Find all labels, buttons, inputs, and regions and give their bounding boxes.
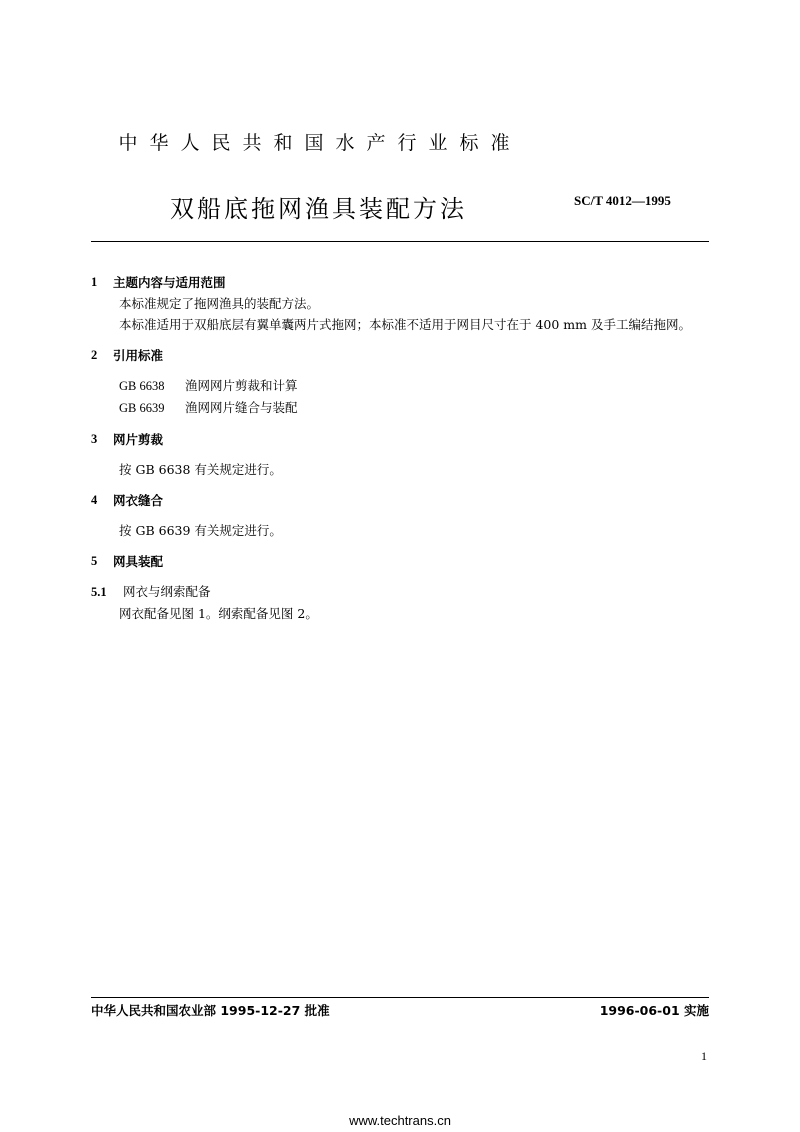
reference-item bbox=[91, 375, 709, 397]
section-4-paragraph: 按 GB 6639 有关规定进行。 bbox=[119, 523, 282, 538]
issuing-organization-header: 中华人民共和国水产行业标准 bbox=[118, 132, 522, 154]
section-3-paragraph: 按 GB 6638 有关规定进行。 bbox=[119, 462, 282, 477]
section-1-heading bbox=[91, 272, 709, 293]
section-number: 2 bbox=[91, 348, 98, 362]
header-divider bbox=[91, 241, 709, 242]
section-title: 引用标准 bbox=[113, 348, 164, 363]
document-title: 双船底拖网渔具装配方法 bbox=[170, 195, 467, 223]
section-number: 4 bbox=[91, 493, 98, 507]
reference-code: GB 6639 bbox=[119, 401, 165, 415]
document-body bbox=[91, 272, 709, 624]
section-1-paragraph-1: 本标准规定了拖网渔具的装配方法。 bbox=[119, 296, 320, 311]
section-title: 网具装配 bbox=[113, 554, 164, 569]
approval-line: 中华人民共和国农业部 1995-12-27 批准 bbox=[91, 1003, 330, 1018]
footer-divider bbox=[91, 997, 709, 998]
subsection-number: 5.1 bbox=[91, 585, 107, 599]
subsection-5-1-paragraph: 网衣配备见图 1。纲索配备见图 2。 bbox=[119, 606, 318, 621]
section-number: 1 bbox=[91, 275, 98, 289]
section-4-heading bbox=[91, 490, 709, 511]
effective-date-line: 1996-06-01 实施 bbox=[599, 1003, 709, 1018]
section-5-heading bbox=[91, 551, 709, 572]
section-1-paragraph-2: 本标准适用于双船底层有翼单囊两片式拖网；本标准不适用于网目尺寸在于 400 mm 及手工编结拖网。 bbox=[119, 317, 691, 332]
section-title: 网片剪裁 bbox=[113, 432, 164, 447]
standard-code: SC/T 4012—1995 bbox=[574, 193, 671, 208]
subsection-title: 网衣与纲索配备 bbox=[123, 584, 211, 599]
website-watermark: www.techtrans.cn bbox=[349, 1113, 451, 1128]
reference-code: GB 6638 bbox=[119, 379, 165, 393]
section-title: 网衣缝合 bbox=[113, 493, 164, 508]
section-2-heading bbox=[91, 345, 709, 366]
page-number: 1 bbox=[701, 1049, 707, 1063]
reference-item bbox=[91, 397, 709, 419]
section-number: 3 bbox=[91, 432, 98, 446]
section-number: 5 bbox=[91, 554, 98, 568]
section-3-heading bbox=[91, 429, 709, 450]
subsection-5-1-heading bbox=[91, 581, 709, 603]
section-title: 主题内容与适用范围 bbox=[113, 275, 226, 290]
reference-title: 渔网网片剪裁和计算 bbox=[185, 378, 298, 393]
reference-title: 渔网网片缝合与装配 bbox=[185, 400, 298, 415]
